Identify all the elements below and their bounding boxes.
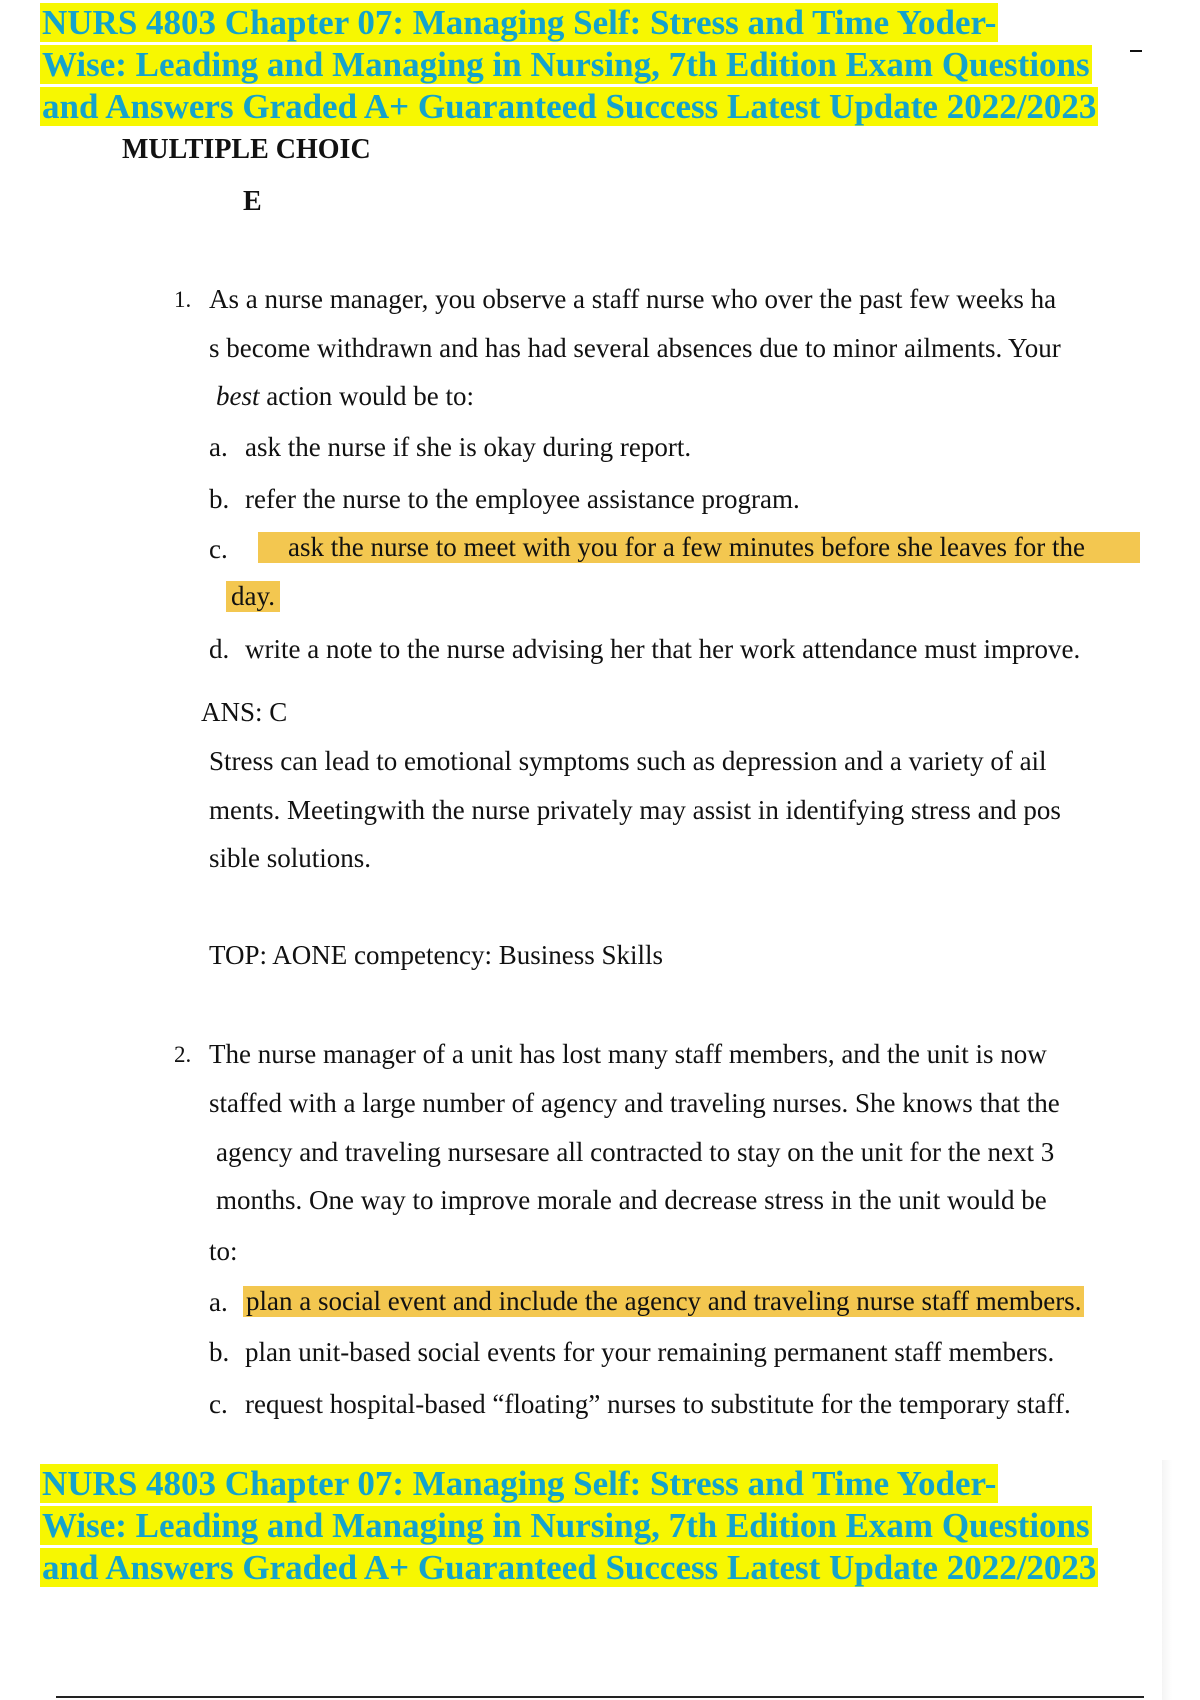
option-text: refer the nurse to the employee assistance program. bbox=[245, 484, 800, 514]
option-letter: c. bbox=[209, 1389, 228, 1419]
question-stem-line: staffed with a large number of agency and traveling nurses. She knows that the bbox=[209, 1088, 1060, 1118]
emphasis-word: best bbox=[216, 381, 260, 411]
footer-title-banner bbox=[40, 1463, 1160, 1589]
question-stem-line: The nurse manager of a unit has lost many staff members, and the unit is now bbox=[209, 1039, 1047, 1069]
correct-option-text: plan a social event and include the agency and traveling nurse staff members. bbox=[243, 1286, 1084, 1317]
correct-option-text-continued: day. bbox=[226, 581, 280, 612]
correct-option-text: ask the nurse to meet with you for a few minutes before she leaves for the bbox=[258, 532, 1140, 563]
footer-title-line-1: NURS 4803 Chapter 07: Managing Self: Stress and Time Yoder- bbox=[42, 1464, 997, 1503]
question-number: 1. bbox=[174, 287, 192, 312]
option-text: plan unit-based social events for your remaining permanent staff members. bbox=[245, 1337, 1055, 1367]
page-edge-shadow bbox=[1162, 1460, 1172, 1700]
option-text: request hospital-based “floating” nurses to substitute for the temporary staff. bbox=[245, 1389, 1071, 1419]
question-stem-line: agency and traveling nursesare all contracted to stay on the unit for the next 3 bbox=[216, 1137, 1055, 1167]
page-bottom-rule bbox=[56, 1696, 1144, 1698]
option-letter: a. bbox=[209, 432, 228, 462]
header-title-line-2: Wise: Leading and Managing in Nursing, 7th Edition Exam Questions bbox=[42, 45, 1090, 84]
option-text: ask the nurse if she is okay during report. bbox=[245, 432, 692, 462]
option-letter: b. bbox=[209, 484, 230, 514]
header-title-banner bbox=[40, 2, 1160, 128]
option-text: write a note to the nurse advising her that her work attendance must improve. bbox=[245, 634, 1081, 664]
option-letter: d. bbox=[209, 634, 230, 664]
answer-key: ANS: C bbox=[201, 697, 288, 727]
rationale-line: Stress can lead to emotional symptoms such as depression and a variety of ail bbox=[209, 746, 1047, 776]
question-stem-line: As a nurse manager, you observe a staff nurse who over the past few weeks ha bbox=[209, 284, 1057, 314]
footer-title-line-3: and Answers Graded A+ Guaranteed Success Latest Update 2022/2023 bbox=[42, 1548, 1097, 1587]
option-letter: a. bbox=[209, 1287, 228, 1317]
rationale-line: ments. Meetingwith the nurse privately may assist in identifying stress and pos bbox=[209, 795, 1061, 825]
stray-dash-mark bbox=[1130, 50, 1142, 52]
question-stem-line: to: bbox=[209, 1236, 238, 1266]
option-letter: b. bbox=[209, 1337, 230, 1367]
section-heading-continued: E bbox=[243, 186, 262, 217]
footer-title-line-2: Wise: Leading and Managing in Nursing, 7th Edition Exam Questions bbox=[42, 1506, 1090, 1545]
topic-line: TOP: AONE competency: Business Skills bbox=[209, 940, 664, 970]
header-title-line-3: and Answers Graded A+ Guaranteed Success Latest Update 2022/2023 bbox=[42, 87, 1097, 126]
question-number: 2. bbox=[174, 1042, 192, 1067]
question-stem-line: best action would be to: bbox=[216, 381, 474, 411]
rationale-line: sible solutions. bbox=[209, 843, 372, 873]
option-letter: c. bbox=[209, 534, 228, 564]
question-stem-line: months. One way to improve morale and decrease stress in the unit would be bbox=[216, 1185, 1047, 1215]
section-heading: MULTIPLE CHOIC bbox=[122, 134, 371, 165]
question-stem-line: s become withdrawn and has had several absences due to minor ailments. Your bbox=[209, 333, 1061, 363]
header-title-line-1: NURS 4803 Chapter 07: Managing Self: Stress and Time Yoder- bbox=[42, 3, 997, 42]
